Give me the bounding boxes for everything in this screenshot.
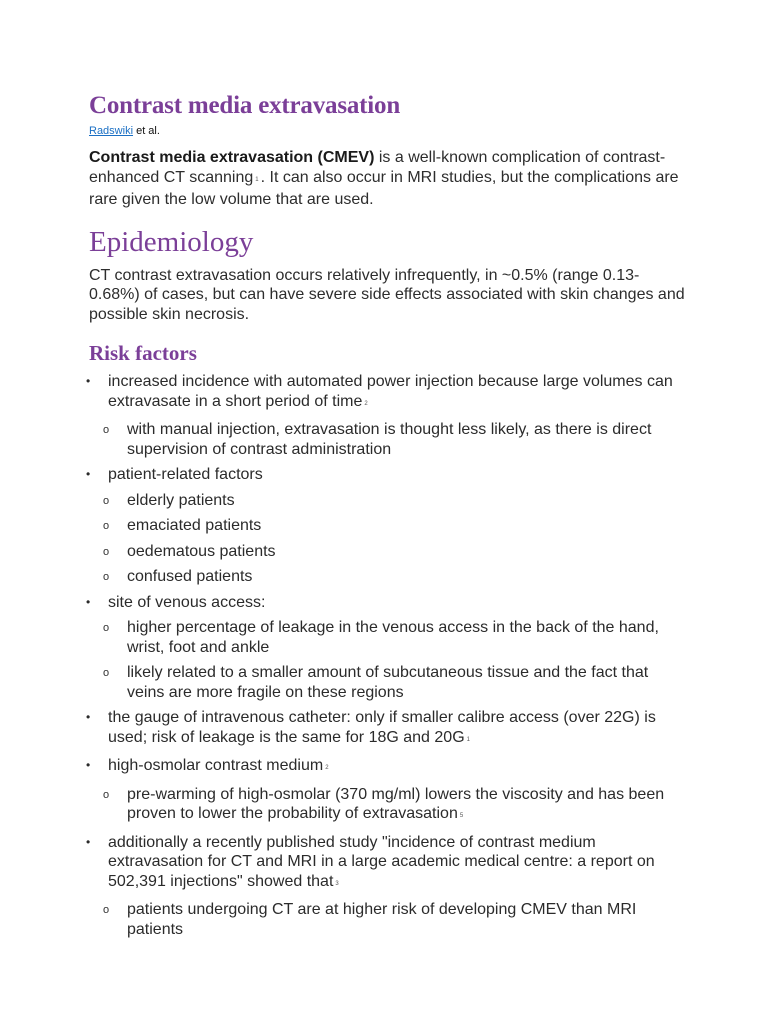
intro-bold-term: Contrast media extravasation (CMEV) — [89, 149, 375, 166]
sub-list-item — [103, 491, 689, 511]
sub-list-item — [103, 420, 689, 459]
sub-list-item — [103, 542, 689, 562]
document-page — [86, 90, 689, 945]
citation-ref[interactable]: 3 — [335, 880, 339, 887]
citation-ref[interactable]: 2 — [364, 400, 368, 407]
list-item — [86, 372, 689, 459]
epidemiology-paragraph: CT contrast extravasation occurs relatively infrequently, in ~0.5% (range 0.13-0.68%) of cases, but can have severe side effects associated with skin changes and possible skin necrosis. — [89, 266, 685, 323]
sub-list-item — [103, 785, 689, 827]
sub-list — [103, 491, 689, 587]
bullet-icon: • — [86, 834, 91, 849]
list-item-text: additionally a recently published study "incidence of contrast medium extravasation for CT and MRI in a large academic medical centre: a report on 502,391 injections" showed that — [108, 833, 655, 890]
sub-bullet-icon: o — [103, 571, 110, 583]
sub-bullet-icon: o — [103, 545, 110, 558]
sub-list-item-text: oedematous patients — [127, 542, 276, 560]
sub-bullet-icon: o — [103, 424, 110, 436]
bullet-icon: • — [86, 594, 91, 609]
list-item-text: increased incidence with automated power injection because large volumes can extravasate in a short period of time — [108, 373, 673, 410]
sub-list-item-text: with manual injection, extravasation is thought less likely, as there is direct supervision of contrast administration — [127, 421, 652, 458]
sub-list-item — [103, 567, 689, 587]
sub-list — [103, 785, 689, 827]
sub-list — [103, 420, 689, 459]
article-title: Contrast media extravasation — [89, 92, 401, 119]
sub-bullet-icon: o — [103, 494, 110, 507]
sub-list — [103, 900, 689, 939]
sub-list-item-text: higher percentage of leakage in the venous access in the back of the hand, wrist, foot and ankle — [127, 619, 659, 656]
byline — [89, 124, 689, 138]
sub-list-item — [103, 900, 689, 939]
sub-list-item-text: patients undergoing CT are at higher risk of developing CMEV than MRI patients — [127, 901, 637, 938]
sub-list-item — [103, 663, 689, 702]
sub-list-item-text: confused patients — [127, 568, 253, 585]
citation-ref[interactable]: 1 — [255, 176, 259, 183]
sub-bullet-icon: o — [103, 667, 110, 679]
intro-text-a: is a well-known complication of contrast-enhanced CT scanning — [89, 149, 666, 186]
list-item-text: site of venous access: — [108, 593, 266, 611]
list-item — [86, 708, 689, 750]
sub-bullet-icon: o — [103, 622, 110, 634]
list-item — [86, 593, 689, 703]
sub-list-item-text: pre-warming of high-osmolar (370 mg/ml) lowers the viscosity and has been proven to lower the probability of extravasation — [127, 785, 665, 822]
bullet-icon: • — [86, 374, 91, 388]
risk-factors-heading: Risk factors — [89, 341, 197, 365]
sub-list-item-text: emaciated patients — [127, 517, 262, 534]
list-item — [86, 833, 689, 940]
list-item — [86, 756, 689, 827]
bullet-icon: • — [86, 710, 91, 724]
sub-list-item — [103, 618, 689, 657]
sub-list — [103, 618, 689, 702]
citation-ref[interactable]: 5 — [459, 813, 464, 819]
author-link[interactable]: Radswiki — [89, 125, 134, 137]
list-item-text: high-osmolar contrast medium — [108, 757, 324, 774]
bullet-icon: • — [86, 758, 91, 772]
citation-ref[interactable]: 2 — [325, 765, 329, 771]
byline-suffix: et al. — [136, 125, 160, 137]
sub-bullet-icon: o — [103, 904, 110, 916]
sub-bullet-icon: o — [103, 520, 110, 532]
list-item — [86, 465, 689, 587]
sub-list-item — [103, 516, 689, 536]
intro-text-b: . It can also occur in MRI studies, but the complications are rare given the low volume that are used. — [89, 168, 679, 208]
risk-factors-list — [86, 372, 689, 939]
list-item-text: the gauge of intravenous catheter: only if smaller calibre access (over 22G) is used; risk of leakage is the same for 18G and 20G — [108, 709, 656, 746]
sub-bullet-icon: o — [103, 788, 110, 801]
epidemiology-heading: Epidemiology — [89, 225, 254, 258]
citation-ref[interactable]: 1 — [466, 736, 470, 743]
bullet-icon: • — [86, 467, 91, 481]
sub-list-item-text: elderly patients — [127, 491, 235, 509]
sub-list-item-text: likely related to a smaller amount of subcutaneous tissue and the fact that veins are more fragile on these regions — [127, 664, 649, 701]
intro-paragraph — [89, 148, 689, 210]
list-item-text: patient-related factors — [108, 466, 263, 483]
